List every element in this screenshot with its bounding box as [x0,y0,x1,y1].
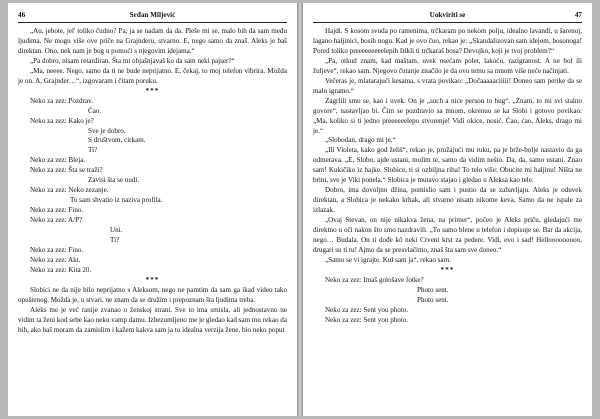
running-head: Srđan Miljević [129,11,176,19]
paragraph: „Pa dobro, nisam retardiran. Šta mi objašnjavaš ko da sam neki pajser?“ [30,56,235,65]
left-page [8,3,297,416]
paragraph: „Samo se vi igrajte. Kul sam ja“, rekao sam. [325,255,451,264]
paragraph: Dobro, ima dovoljno džina, pomislio sam i pustio da se zabavljaju. Aleks je oduvek direktan, a Slobica je nekako krhak, ali stvarno nisam nikome keva. Samo da ne ispale za izlazak. [313,186,582,215]
chat-reply: To sam shvatio iz naziva profila. [70,196,163,205]
paragraph: „Ma, neeee. Nego, samo da ti ne bude neprijatno. E, čekaj, to moj telefon vibrira. Možda je on. A, Grajnder…“, izgovaram i čitam poruku. [18,66,287,85]
chat-reply: Sve je dobro. [88,126,126,135]
chat-line: Neko za zez: Bleja. [30,156,86,165]
chat-line: Neko za zez: Pozdrav. [30,96,93,105]
paragraph: „Ili Violeta, kako god želiš“, rekao je, pružajući mu ruku, pa je brže-bolje nastavio da ga odmerava. „E, Slobo, ajde ustani, molim te, samo da vidim nešto. Da, da, samo ustani. Znao sam! Kukičiko iz bajke. Slobice, ti si ozbiljna riba! To telo više: Obucite mi haljinu! Ništa ne brini, sve je Viki ponela.“ Slobica je mutavo stajao i gledao u Aleksa kao tele. [313,146,582,185]
paragraph: „Slobodan, drago mi je.“ [325,136,396,145]
paragraph: „Pa, otkud znam, kad maštam, uvek osećam polet, lakoću, razigranost. A ne bol ili žuljeve“, rekao sam. Njegovo čutanje značilo je da ovu temu sa mnom više neće načinjati. [313,56,582,75]
section-break: *** [145,275,160,284]
chat-line: Neko za zez: Imaš gološave fotke? [325,275,424,284]
chat-line: Neko za zez: Kita 20. [30,265,92,274]
right-page-header [313,9,582,23]
chat-line: Neko za zez: Akt. [30,255,81,264]
section-break: *** [145,86,160,95]
chat-reply: S društvom, cirkam. [88,136,146,145]
left-page-body [18,27,287,336]
chat-line: Neko za zez: Kako je? [30,116,94,125]
chat-reply: Ti? [110,236,120,245]
paragraph: Večeras je, mlatarajući kesama, s vrata povikao: „Dočaaaaaciiiii! Donео sam perike da se malo igramo.“ [313,76,582,95]
chat-line: Neko za zez: Sent you photo. [325,305,409,314]
chat-reply: Ti? [88,146,98,155]
left-page-header [18,9,287,23]
chat-line: Neko za zez: Šta se traži? [30,166,103,175]
right-page-body [313,27,582,326]
right-page [303,3,592,416]
chat-line: Neko za zez: Fino. [30,245,84,254]
chat-line: Neko za zez: Neko zezanje. [30,186,109,195]
running-head: Uokviriti se [429,11,466,19]
paragraph: Aleks me je već ranije zvanao o ženskoj strani. Sve to ima smisla, ali jednostavno ne vidim ta ženi kod sebe kao neku vamp damu. Izbezumljeno me je gledao kad sam mu rekao da bih, ako baš moram da zamislim i kažem kakva sam ja to idealna verzija žene, bio neko poput [18,305,287,334]
page-number: 47 [574,11,582,19]
chat-line: Neko za zez: Fino. [30,206,84,215]
page-number: 46 [18,11,26,19]
paragraph: „Au, jebote, jel' toliko čudno? Pa, ja se nadam da da. Pleše mi se, malo bih da sam među ljudima. Ne mogu više ove priče na Grajnderu, stvarno. E, nego samo da znaš. Aleks je baš direktan. Ono, nek nam je bog u pomoći s njegovim idejama.“ [18,27,287,55]
paragraph: Hajdi. S kosom svuda po ramenima, trčkaram po nekom polju, idealno lavandi, u šarenoj, lagano haljinici, bosih nogu. Kad je ovo čuo, rekao je: „Skandalizovan sam idejom, bosonoga! Pored toliko preeeeeeeeelepih štikli ti trčkaraš bosa? Devojko, koji je tvoj problem?“ [313,27,582,55]
paragraph: Slobici ne da nije bilo neprijatno s Aleksom, nego ne pamtim da sam ga ikad video tako opuštenog. Možda je, u stvari, ne znam da se družim i prepoznam šta ljudima treba. [18,285,287,304]
chat-reply: Photo sent. [417,285,449,294]
chat-line: Neko za zez: Sent you photo. [325,315,409,324]
chat-line: Neko za zez: A/P? [30,216,83,225]
chat-reply: Photo sent. [417,295,449,304]
paragraph: „Ovaj Stevan, on nije nikakva žena, na primer“, počeo je Aleks priču, gledajući me direktno u oči nakon što smo nazdravili. „To samo blene u telefon i dopisuje se. Bar da akcija, nego… Budala. On ti dođe kô neki Crveni krst za pedere. Vidi, evo i sad! Hellooooooooo, drugari su ti tu! Ajmo da se presvlačimo, znaš šta sam sve doneo.“ [313,216,582,254]
section-break: *** [440,265,455,274]
chat-reply: Ćao. [88,106,102,115]
chat-reply: Uni. [110,226,123,235]
paragraph: Zagrlili smo se, kao i uvek. On je „such a nice person to hug“. „Znam, to mi svi stalno govore“, nastavljao bi. Čim se pozdravio sa mnom, okrenuo se ka Slobi i gotovo povikao: „Ma, koliko si ti jedno preeeeeelepo stvorenje! Vidi okice, nosić. Ćao, ćao, Aleks, drago mi je.“ [313,96,582,135]
chat-reply: Zavisi šta se nudi. [88,176,140,185]
